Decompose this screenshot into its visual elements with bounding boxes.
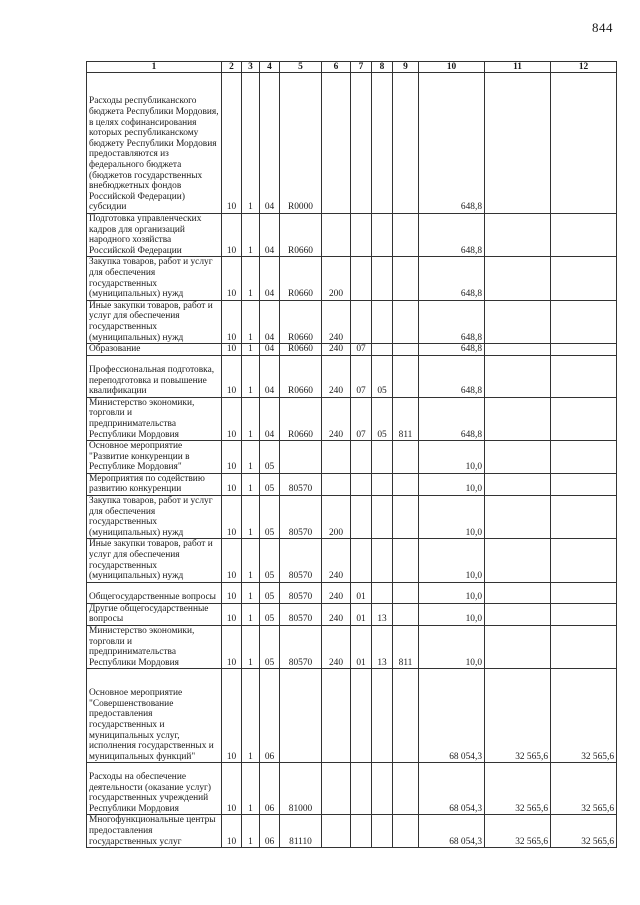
cell-col-11 xyxy=(485,344,551,356)
cell-col-5: R0660 xyxy=(280,355,322,397)
cell-col-9 xyxy=(393,539,419,582)
cell-col-4: 06 xyxy=(260,815,280,848)
cell-col-12 xyxy=(551,603,617,625)
cell-col-12 xyxy=(551,214,617,257)
cell-col-8: 13 xyxy=(372,626,393,669)
row-name: Подготовка управленческих кадров для организаций народного хозяйства Российской Федерации xyxy=(87,214,222,257)
table-row xyxy=(87,441,617,474)
cell-col-8 xyxy=(372,473,393,495)
cell-col-2: 10 xyxy=(222,441,242,474)
cell-col-11 xyxy=(485,73,551,214)
cell-col-9: 811 xyxy=(393,626,419,669)
cell-col-3: 1 xyxy=(242,626,260,669)
cell-col-9 xyxy=(393,582,419,603)
cell-col-5: R0660 xyxy=(280,344,322,356)
cell-col-8 xyxy=(372,669,393,763)
column-header: 9 xyxy=(393,62,419,73)
cell-col-7 xyxy=(351,539,372,582)
cell-col-10: 10,0 xyxy=(419,539,485,582)
cell-col-3: 1 xyxy=(242,257,260,300)
cell-col-4: 04 xyxy=(260,300,280,343)
cell-col-12 xyxy=(551,257,617,300)
cell-col-12 xyxy=(551,355,617,397)
cell-col-3: 1 xyxy=(242,214,260,257)
table-row xyxy=(87,496,617,539)
cell-col-7: 07 xyxy=(351,355,372,397)
column-header: 1 xyxy=(87,62,222,73)
cell-col-11 xyxy=(485,214,551,257)
cell-col-7 xyxy=(351,441,372,474)
cell-col-4: 04 xyxy=(260,355,280,397)
cell-col-4: 05 xyxy=(260,582,280,603)
cell-col-5 xyxy=(280,441,322,474)
table-row xyxy=(87,603,617,625)
cell-col-4: 05 xyxy=(260,473,280,495)
table-body xyxy=(87,73,617,848)
cell-col-5: R0660 xyxy=(280,214,322,257)
cell-col-12: 32 565,6 xyxy=(551,763,617,815)
cell-col-9 xyxy=(393,73,419,214)
cell-col-8 xyxy=(372,815,393,848)
cell-col-11: 32 565,6 xyxy=(485,815,551,848)
cell-col-7: 07 xyxy=(351,397,372,440)
cell-col-12 xyxy=(551,539,617,582)
cell-col-5: 80570 xyxy=(280,626,322,669)
cell-col-12 xyxy=(551,73,617,214)
cell-col-7 xyxy=(351,763,372,815)
cell-col-10: 68 054,3 xyxy=(419,815,485,848)
table-row xyxy=(87,344,617,356)
cell-col-2: 10 xyxy=(222,300,242,343)
cell-col-3: 1 xyxy=(242,815,260,848)
cell-col-12 xyxy=(551,300,617,343)
cell-col-2: 10 xyxy=(222,257,242,300)
row-name: Расходы на обеспечение деятельности (оказание услуг) государственных учреждений Республики Мордовия xyxy=(87,763,222,815)
budget-table xyxy=(86,61,617,848)
cell-col-2: 10 xyxy=(222,815,242,848)
cell-col-10: 10,0 xyxy=(419,603,485,625)
cell-col-4: 06 xyxy=(260,763,280,815)
cell-col-7: 01 xyxy=(351,603,372,625)
table-row xyxy=(87,539,617,582)
cell-col-2: 10 xyxy=(222,496,242,539)
cell-col-2: 10 xyxy=(222,397,242,440)
cell-col-6 xyxy=(322,441,351,474)
cell-col-5: 80570 xyxy=(280,539,322,582)
cell-col-2: 10 xyxy=(222,355,242,397)
cell-col-3: 1 xyxy=(242,355,260,397)
cell-col-7: 01 xyxy=(351,626,372,669)
cell-col-2: 10 xyxy=(222,582,242,603)
row-name: Иные закупки товаров, работ и услуг для обеспечения государственных (муниципальных) нужд xyxy=(87,300,222,343)
cell-col-6 xyxy=(322,214,351,257)
cell-col-7 xyxy=(351,73,372,214)
cell-col-10: 10,0 xyxy=(419,496,485,539)
cell-col-11 xyxy=(485,582,551,603)
cell-col-6: 240 xyxy=(322,344,351,356)
cell-col-5: 81110 xyxy=(280,815,322,848)
cell-col-11 xyxy=(485,473,551,495)
cell-col-6: 200 xyxy=(322,257,351,300)
cell-col-9 xyxy=(393,496,419,539)
cell-col-4: 04 xyxy=(260,214,280,257)
table-row xyxy=(87,257,617,300)
cell-col-10: 648,8 xyxy=(419,355,485,397)
column-header: 6 xyxy=(322,62,351,73)
cell-col-5: 80570 xyxy=(280,496,322,539)
cell-col-3: 1 xyxy=(242,300,260,343)
column-header: 5 xyxy=(280,62,322,73)
cell-col-8 xyxy=(372,539,393,582)
cell-col-11 xyxy=(485,257,551,300)
cell-col-11 xyxy=(485,397,551,440)
cell-col-5: R0000 xyxy=(280,73,322,214)
cell-col-2: 10 xyxy=(222,763,242,815)
cell-col-10: 68 054,3 xyxy=(419,669,485,763)
cell-col-12 xyxy=(551,344,617,356)
page-number: 844 xyxy=(592,20,613,35)
cell-col-11: 32 565,6 xyxy=(485,669,551,763)
cell-col-8 xyxy=(372,763,393,815)
cell-col-2: 10 xyxy=(222,626,242,669)
row-name: Закупка товаров, работ и услуг для обеспечения государственных (муниципальных) нужд xyxy=(87,496,222,539)
cell-col-6: 200 xyxy=(322,496,351,539)
cell-col-6: 240 xyxy=(322,300,351,343)
table-row xyxy=(87,815,617,848)
cell-col-12 xyxy=(551,397,617,440)
cell-col-12 xyxy=(551,496,617,539)
cell-col-3: 1 xyxy=(242,496,260,539)
cell-col-8 xyxy=(372,257,393,300)
cell-col-5: R0660 xyxy=(280,397,322,440)
column-header: 11 xyxy=(485,62,551,73)
cell-col-10: 648,8 xyxy=(419,257,485,300)
cell-col-8 xyxy=(372,582,393,603)
cell-col-2: 10 xyxy=(222,73,242,214)
cell-col-6 xyxy=(322,815,351,848)
table-row xyxy=(87,73,617,214)
cell-col-3: 1 xyxy=(242,344,260,356)
cell-col-9 xyxy=(393,763,419,815)
row-name: Основное мероприятие "Совершенствование предоставления государственных и муниципальных услуг, исполнения государственных и муниципальных функций" xyxy=(87,669,222,763)
cell-col-10: 648,8 xyxy=(419,73,485,214)
cell-col-4: 04 xyxy=(260,257,280,300)
cell-col-5: 80570 xyxy=(280,473,322,495)
cell-col-6 xyxy=(322,73,351,214)
cell-col-6: 240 xyxy=(322,397,351,440)
column-header: 10 xyxy=(419,62,485,73)
cell-col-6 xyxy=(322,669,351,763)
cell-col-9 xyxy=(393,669,419,763)
cell-col-10: 10,0 xyxy=(419,582,485,603)
table-row xyxy=(87,355,617,397)
cell-col-12 xyxy=(551,473,617,495)
cell-col-6: 240 xyxy=(322,626,351,669)
cell-col-5: 80570 xyxy=(280,582,322,603)
cell-col-4: 05 xyxy=(260,539,280,582)
table-row xyxy=(87,473,617,495)
column-header: 3 xyxy=(242,62,260,73)
cell-col-7 xyxy=(351,815,372,848)
cell-col-8 xyxy=(372,344,393,356)
cell-col-8: 05 xyxy=(372,355,393,397)
cell-col-8 xyxy=(372,73,393,214)
cell-col-3: 1 xyxy=(242,669,260,763)
cell-col-6: 240 xyxy=(322,355,351,397)
cell-col-8 xyxy=(372,496,393,539)
cell-col-10: 648,8 xyxy=(419,397,485,440)
cell-col-9 xyxy=(393,214,419,257)
cell-col-6: 240 xyxy=(322,539,351,582)
cell-col-12: 32 565,6 xyxy=(551,815,617,848)
cell-col-3: 1 xyxy=(242,582,260,603)
cell-col-3: 1 xyxy=(242,441,260,474)
table-row xyxy=(87,669,617,763)
cell-col-8 xyxy=(372,300,393,343)
cell-col-7 xyxy=(351,669,372,763)
cell-col-9 xyxy=(393,300,419,343)
cell-col-2: 10 xyxy=(222,669,242,763)
cell-col-4: 05 xyxy=(260,496,280,539)
table-row xyxy=(87,397,617,440)
cell-col-7 xyxy=(351,257,372,300)
cell-col-7 xyxy=(351,496,372,539)
cell-col-2: 10 xyxy=(222,603,242,625)
cell-col-5: 80570 xyxy=(280,603,322,625)
cell-col-10: 10,0 xyxy=(419,473,485,495)
cell-col-10: 648,8 xyxy=(419,214,485,257)
cell-col-10: 68 054,3 xyxy=(419,763,485,815)
cell-col-11: 32 565,6 xyxy=(485,763,551,815)
column-header: 2 xyxy=(222,62,242,73)
cell-col-7 xyxy=(351,300,372,343)
cell-col-5: R0660 xyxy=(280,257,322,300)
column-header: 4 xyxy=(260,62,280,73)
cell-col-10: 10,0 xyxy=(419,626,485,669)
cell-col-3: 1 xyxy=(242,603,260,625)
row-name: Образование xyxy=(87,344,222,356)
cell-col-11 xyxy=(485,441,551,474)
cell-col-6: 240 xyxy=(322,603,351,625)
cell-col-5: 81000 xyxy=(280,763,322,815)
cell-col-4: 05 xyxy=(260,603,280,625)
table-row xyxy=(87,300,617,343)
cell-col-3: 1 xyxy=(242,473,260,495)
cell-col-9 xyxy=(393,815,419,848)
cell-col-5: R0660 xyxy=(280,300,322,343)
table-row xyxy=(87,763,617,815)
row-name: Мероприятия по содействию развитию конкуренции xyxy=(87,473,222,495)
cell-col-9 xyxy=(393,344,419,356)
cell-col-9: 811 xyxy=(393,397,419,440)
cell-col-9 xyxy=(393,355,419,397)
cell-col-2: 10 xyxy=(222,344,242,356)
cell-col-9 xyxy=(393,473,419,495)
row-name: Другие общегосударственные вопросы xyxy=(87,603,222,625)
cell-col-2: 10 xyxy=(222,539,242,582)
cell-col-7 xyxy=(351,214,372,257)
cell-col-8 xyxy=(372,214,393,257)
cell-col-10: 10,0 xyxy=(419,441,485,474)
cell-col-7: 01 xyxy=(351,582,372,603)
cell-col-12 xyxy=(551,626,617,669)
cell-col-4: 06 xyxy=(260,669,280,763)
cell-col-4: 05 xyxy=(260,626,280,669)
cell-col-3: 1 xyxy=(242,397,260,440)
table-row xyxy=(87,582,617,603)
cell-col-9 xyxy=(393,441,419,474)
cell-col-11 xyxy=(485,626,551,669)
cell-col-2: 10 xyxy=(222,214,242,257)
cell-col-10: 648,8 xyxy=(419,344,485,356)
cell-col-3: 1 xyxy=(242,763,260,815)
row-name: Основное мероприятие "Развитие конкуренции в Республике Мордовия" xyxy=(87,441,222,474)
cell-col-11 xyxy=(485,496,551,539)
cell-col-4: 04 xyxy=(260,73,280,214)
cell-col-10: 648,8 xyxy=(419,300,485,343)
cell-col-3: 1 xyxy=(242,73,260,214)
column-header: 12 xyxy=(551,62,617,73)
row-name: Общегосударственные вопросы xyxy=(87,582,222,603)
cell-col-6 xyxy=(322,473,351,495)
cell-col-4: 04 xyxy=(260,397,280,440)
cell-col-2: 10 xyxy=(222,473,242,495)
column-header: 8 xyxy=(372,62,393,73)
cell-col-7 xyxy=(351,473,372,495)
cell-col-11 xyxy=(485,539,551,582)
row-name: Расходы республиканского бюджета Республики Мордовия, в целях софинансирования которых республиканскому бюджету Республики Мордовия предоставляются из федерального бюджета (бюджетов государственных внебюджетных фондов Российской Федерации) субсидии xyxy=(87,73,222,214)
table-row xyxy=(87,214,617,257)
row-name: Профессиональная подготовка, переподготовка и повышение квалификации xyxy=(87,355,222,397)
header-row xyxy=(87,62,617,73)
cell-col-8 xyxy=(372,441,393,474)
cell-col-8: 05 xyxy=(372,397,393,440)
table-row xyxy=(87,626,617,669)
cell-col-6: 240 xyxy=(322,582,351,603)
cell-col-9 xyxy=(393,257,419,300)
cell-col-4: 05 xyxy=(260,441,280,474)
cell-col-11 xyxy=(485,355,551,397)
cell-col-12 xyxy=(551,441,617,474)
cell-col-9 xyxy=(393,603,419,625)
column-header: 7 xyxy=(351,62,372,73)
cell-col-6 xyxy=(322,763,351,815)
row-name: Многофункциональные центры предоставления государственных услуг xyxy=(87,815,222,848)
cell-col-12: 32 565,6 xyxy=(551,669,617,763)
cell-col-11 xyxy=(485,603,551,625)
row-name: Иные закупки товаров, работ и услуг для обеспечения государственных (муниципальных) нужд xyxy=(87,539,222,582)
row-name: Закупка товаров, работ и услуг для обеспечения государственных (муниципальных) нужд xyxy=(87,257,222,300)
cell-col-3: 1 xyxy=(242,539,260,582)
cell-col-8: 13 xyxy=(372,603,393,625)
row-name: Министерство экономики, торговли и предпринимательства Республики Мордовия xyxy=(87,397,222,440)
cell-col-4: 04 xyxy=(260,344,280,356)
cell-col-7: 07 xyxy=(351,344,372,356)
cell-col-12 xyxy=(551,582,617,603)
row-name: Министерство экономики, торговли и предпринимательства Республики Мордовия xyxy=(87,626,222,669)
cell-col-11 xyxy=(485,300,551,343)
cell-col-5 xyxy=(280,669,322,763)
